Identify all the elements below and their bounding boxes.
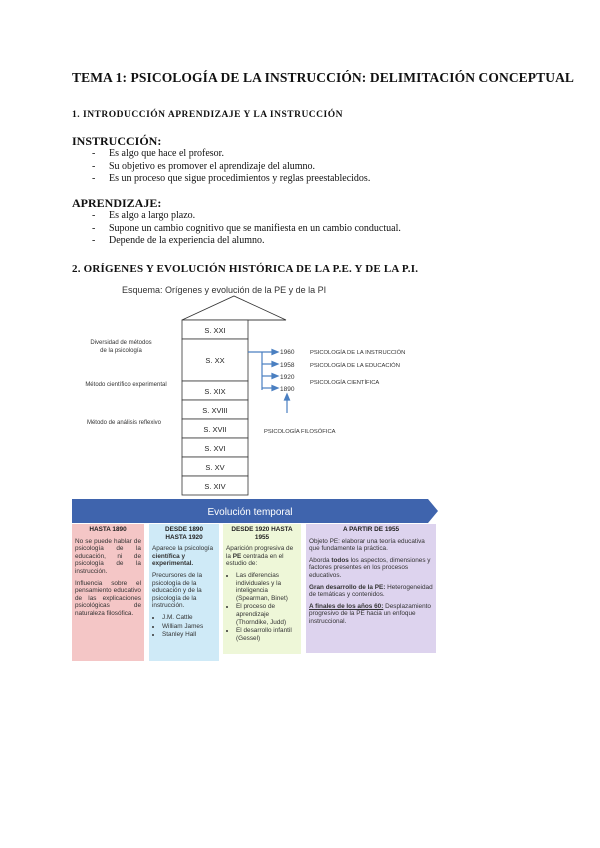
century-label: S. XIV <box>204 482 226 491</box>
column-1890-1920 <box>149 524 219 661</box>
column-desde-1955 <box>306 524 436 653</box>
left-label: Método de análisis reflexivo <box>86 420 162 426</box>
arrow-head <box>272 350 278 355</box>
esquema-diagram <box>74 280 438 496</box>
list-item: • Stanley Hall <box>162 631 216 639</box>
right-label: PSICOLOGÍA DE LA EDUCACIÓN <box>310 363 400 369</box>
column-text: Gran desarrollo de la PE: Heterogeneidad de temáticas y contenidos. <box>309 583 433 599</box>
column-text: Objeto PE: elaborar una teoría educativa que fundamente la práctica. <box>309 537 425 553</box>
year-label: 1960 <box>280 349 295 356</box>
instruccion-list <box>92 148 370 186</box>
list-item: • J.M. Cattle <box>162 614 216 622</box>
column-text: Aborda todos los aspectos, dimensiones y factores presentes en los procesos educativos. <box>309 556 431 579</box>
list-item: - Es un proceso que sigue procedimientos y reglas preestablecidos. <box>92 173 370 186</box>
left-label: Método científico experimental <box>85 382 167 388</box>
column-text: Influencia sobre el pensamiento educativo de las explicaciones psicológicas de naturaleza filosófica. <box>75 579 141 617</box>
aprendizaje-heading: APRENDIZAJE: <box>72 196 162 210</box>
left-label: de la psicología <box>100 348 142 354</box>
century-label: S. XVII <box>203 425 227 434</box>
topics-list <box>226 572 298 642</box>
column-header: HASTA 1890 <box>89 526 127 533</box>
column-header: DESDE 1890 HASTA 1920 <box>164 526 203 541</box>
century-label: S. XIX <box>204 387 226 396</box>
right-label: PSICOLOGÍA DE LA INSTRUCCIÓN <box>310 350 406 356</box>
right-label: PSICOLOGÍA FILOSÓFICA <box>264 429 336 435</box>
right-label: PSICOLOGÍA CIENTÍFICA <box>310 380 380 386</box>
column-header: DESDE 1920 HASTA 1955 <box>231 526 293 541</box>
column-text: A finales de los años 60: Desplazamiento progresivo de la PE hacia un enfoque instruccional. <box>309 602 431 625</box>
section-2-heading: 2. ORÍGENES Y EVOLUCIÓN HISTÓRICA DE LA P.E. Y DE LA P.I. <box>72 263 419 275</box>
century-label: S. XXI <box>204 326 226 335</box>
section-1-heading: 1. INTRODUCCIÓN APRENDIZAJE Y LA INSTRUCCIÓN <box>72 110 343 120</box>
page-title: TEMA 1: PSICOLOGÍA DE LA INSTRUCCIÓN: DELIMITACIÓN CONCEPTUAL <box>72 70 575 85</box>
year-label: 1890 <box>280 386 295 393</box>
list-item: • El desarrollo infantil (Gessel) <box>236 627 298 642</box>
year-label: 1920 <box>280 374 295 381</box>
column-text: Aparece la psicología científica y experimental. <box>152 545 214 568</box>
century-label: S. XX <box>205 356 225 365</box>
century-label: S. XVI <box>204 444 226 453</box>
column-hasta-1890 <box>72 524 144 661</box>
list-item: - Es algo a largo plazo. <box>92 210 401 223</box>
esquema-title: Esquema: Orígenes y evolución de la PE y de la PI <box>122 285 327 295</box>
century-label: S. XVIII <box>202 406 228 415</box>
column-text: Precursores de la psicología de la educación y de la psicología de la instrucción. <box>152 571 203 610</box>
instruccion-heading: INSTRUCCIÓN: <box>72 134 162 148</box>
evolucion-diagram <box>72 496 438 672</box>
left-label: Diversidad de métodos <box>90 340 152 346</box>
list-item: - Es algo que hace el profesor. <box>92 148 370 161</box>
list-item: • Las diferencias individuales y la inteligencia (Spearman, Binet) <box>236 572 298 602</box>
banner-label: Evolución temporal <box>207 507 293 518</box>
list-item: - Depende de la experiencia del alumno. <box>92 235 401 248</box>
list-item: • William James <box>162 623 216 631</box>
list-item: - Supone un cambio cognitivo que se manifiesta en un cambio conductual. <box>92 223 401 236</box>
evolucion-banner <box>72 496 438 526</box>
column-header: A PARTIR DE 1955 <box>342 526 400 533</box>
list-item: - Su objetivo es promover el aprendizaje del alumno. <box>92 161 370 174</box>
year-label: 1958 <box>280 362 295 369</box>
precursors-list <box>152 614 216 639</box>
column-text: No se puede hablar de psicología de la educación, ni de psicología de la instrucción. <box>75 537 141 575</box>
list-item: • El proceso de aprendizaje (Thorndike, Judd) <box>236 603 298 626</box>
century-label: S. XV <box>205 463 225 472</box>
column-text: Aparición progresiva de la PE centrada en el estudio de: <box>226 545 294 568</box>
aprendizaje-list <box>92 210 401 248</box>
roof-shape <box>182 296 286 320</box>
column-1920-1955 <box>223 524 301 654</box>
